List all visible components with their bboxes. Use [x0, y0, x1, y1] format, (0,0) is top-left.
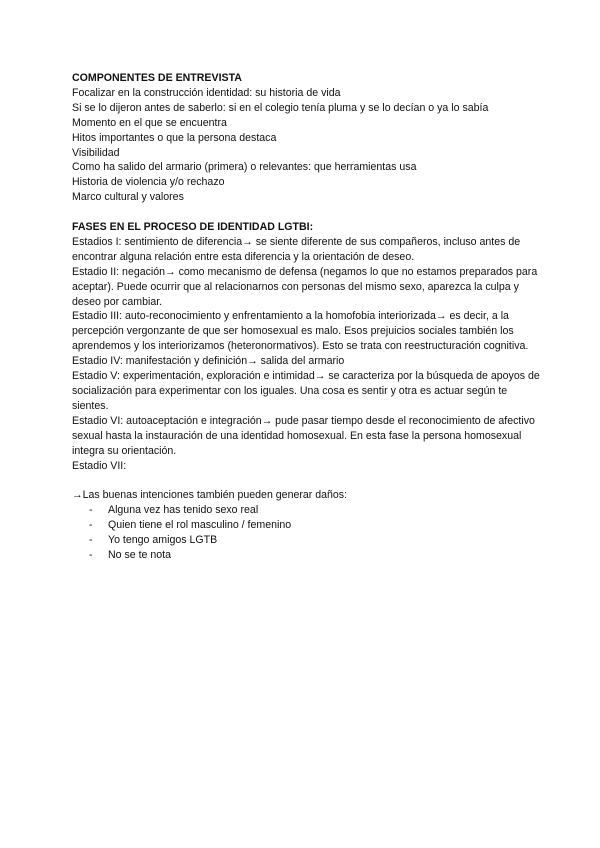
list-item-text: Yo tengo amigos LGTB — [108, 534, 218, 547]
list-dash: - — [89, 548, 93, 561]
text-line: Marco cultural y valores — [72, 191, 184, 204]
list-dash: - — [89, 534, 93, 547]
document-content — [72, 71, 542, 563]
text-line: Focalizar en la construcción identidad: su historia de vida — [72, 86, 341, 99]
list-item — [72, 533, 542, 548]
intentions-list — [72, 503, 542, 563]
stage-paragraph: Estadio VI: autoaceptación e integración→ pude pasar tiempo desde el reconocimiento de afectivo sexual hasta la instauración de una identidad homosexual. En esta fase la persona homosexual integra su orientación. — [72, 414, 535, 457]
list-item-text: Alguna vez has tenido sexo real — [108, 504, 259, 517]
list-item — [72, 503, 542, 518]
stage-paragraph: Estadio V: experimentación, exploración e intimidad→ se caracteriza por la búsqueda de apoyos de socialización para experimentar con los iguales. Una cosa es sentir y otra es actuar según te sientes. — [72, 370, 540, 412]
stage-paragraph: Estadio II: negación→ como mecanismo de defensa (negamos lo que no estamos preparados para aceptar). Puede ocurrir que al relacionarnos con personas del mismo sexo, aparezca la culpa y deseo por cambiar. — [72, 265, 538, 308]
stage-paragraph: Estadios I: sentimiento de diferencia→ se siente diferente de sus compañeros, incluso antes de encontrar alguna relación entre esta diferencia y la orientación de deseo. — [72, 235, 521, 263]
list-item-text: No se te nota — [108, 548, 172, 561]
intentions-intro: →Las buenas intenciones también pueden generar daños: — [72, 489, 348, 502]
stage-paragraph: Estadio IV: manifestación y definición→ salida del armario — [72, 355, 345, 368]
stage-paragraph: Estadio VII: — [72, 459, 127, 472]
text-line: Si se lo dijeron antes de saberlo: si en el colegio tenía pluma y se lo decían o ya lo sabía — [72, 101, 489, 114]
text-line: Historia de violencia y/o rechazo — [72, 176, 225, 189]
blank-line — [72, 473, 542, 488]
list-item — [72, 518, 542, 533]
section-heading-componentes: COMPONENTES DE ENTREVISTA — [72, 72, 242, 84]
blank-line — [72, 205, 542, 220]
list-dash: - — [89, 504, 93, 517]
section-heading-fases: FASES EN EL PROCESO DE IDENTIDAD LGTBI: — [72, 221, 314, 234]
stage-paragraph: Estadio III: auto-reconocimiento y enfrentamiento a la homofobia interiorizada→ es decir, a la percepción vergonzante de que ser homosexual es malo. Esos prejuicios sociales también los aprendemos y los interiorizamos (heteronormativos). Esto se trata con reestructuración cognitiva. — [72, 310, 529, 353]
list-dash: - — [89, 519, 93, 532]
text-line: Visibilidad — [72, 146, 120, 159]
list-item-text: Quien tiene el rol masculino / femenino — [108, 519, 292, 532]
list-item — [72, 548, 542, 563]
text-line: Hitos importantes o que la persona destaca — [72, 131, 277, 144]
text-line: Momento en el que se encuentra — [72, 116, 227, 129]
text-line: Como ha salido del armario (primera) o relevantes: que herramientas usa — [72, 161, 417, 174]
